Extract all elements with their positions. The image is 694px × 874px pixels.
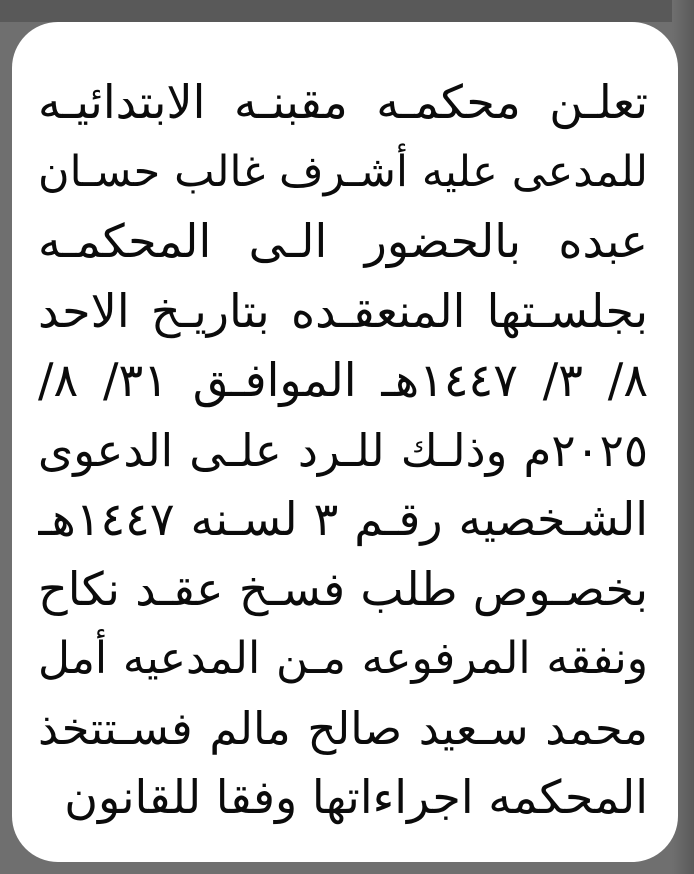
notice-line-11: المحكمه اجراءاتها وفقا للقانون [64, 770, 648, 824]
notice-card [12, 22, 678, 862]
notice-line-1: تعلـن محكمـه مقبنـه الابتدائيـه [38, 75, 648, 129]
notice-line-4: بجلسـتها المنعقـده بتاريـخ الاحد [38, 283, 648, 338]
notice-line-3: عبده بالحضور الـى المحكمـه [38, 214, 648, 268]
notice-line-5: ٨/ ٣/ ١٤٤٧هـ الموافـق ٣١/ ٨/ [38, 353, 648, 407]
top-border-strip [0, 0, 694, 22]
notice-line-7: الشـخصيه رقـم ٣ لسـنه ١٤٤٧هـ [38, 492, 648, 546]
notice-line-8: بخصـوص طلب فسـخ عقـد نكاح [38, 561, 648, 616]
notice-line-10: محمد سـعيد صالح مالم فسـتتخذ [38, 701, 648, 755]
notice-line-9: ونفقه المرفوعه مـن المدعيه أمل [38, 633, 648, 684]
notice-line-2: للمدعى عليه أشـرف غالب حسـان [38, 146, 648, 197]
notice-text [38, 68, 648, 833]
notice-line-6: ٢٠٢٥م وذلـك للـرد علـى الدعوى [38, 423, 648, 477]
